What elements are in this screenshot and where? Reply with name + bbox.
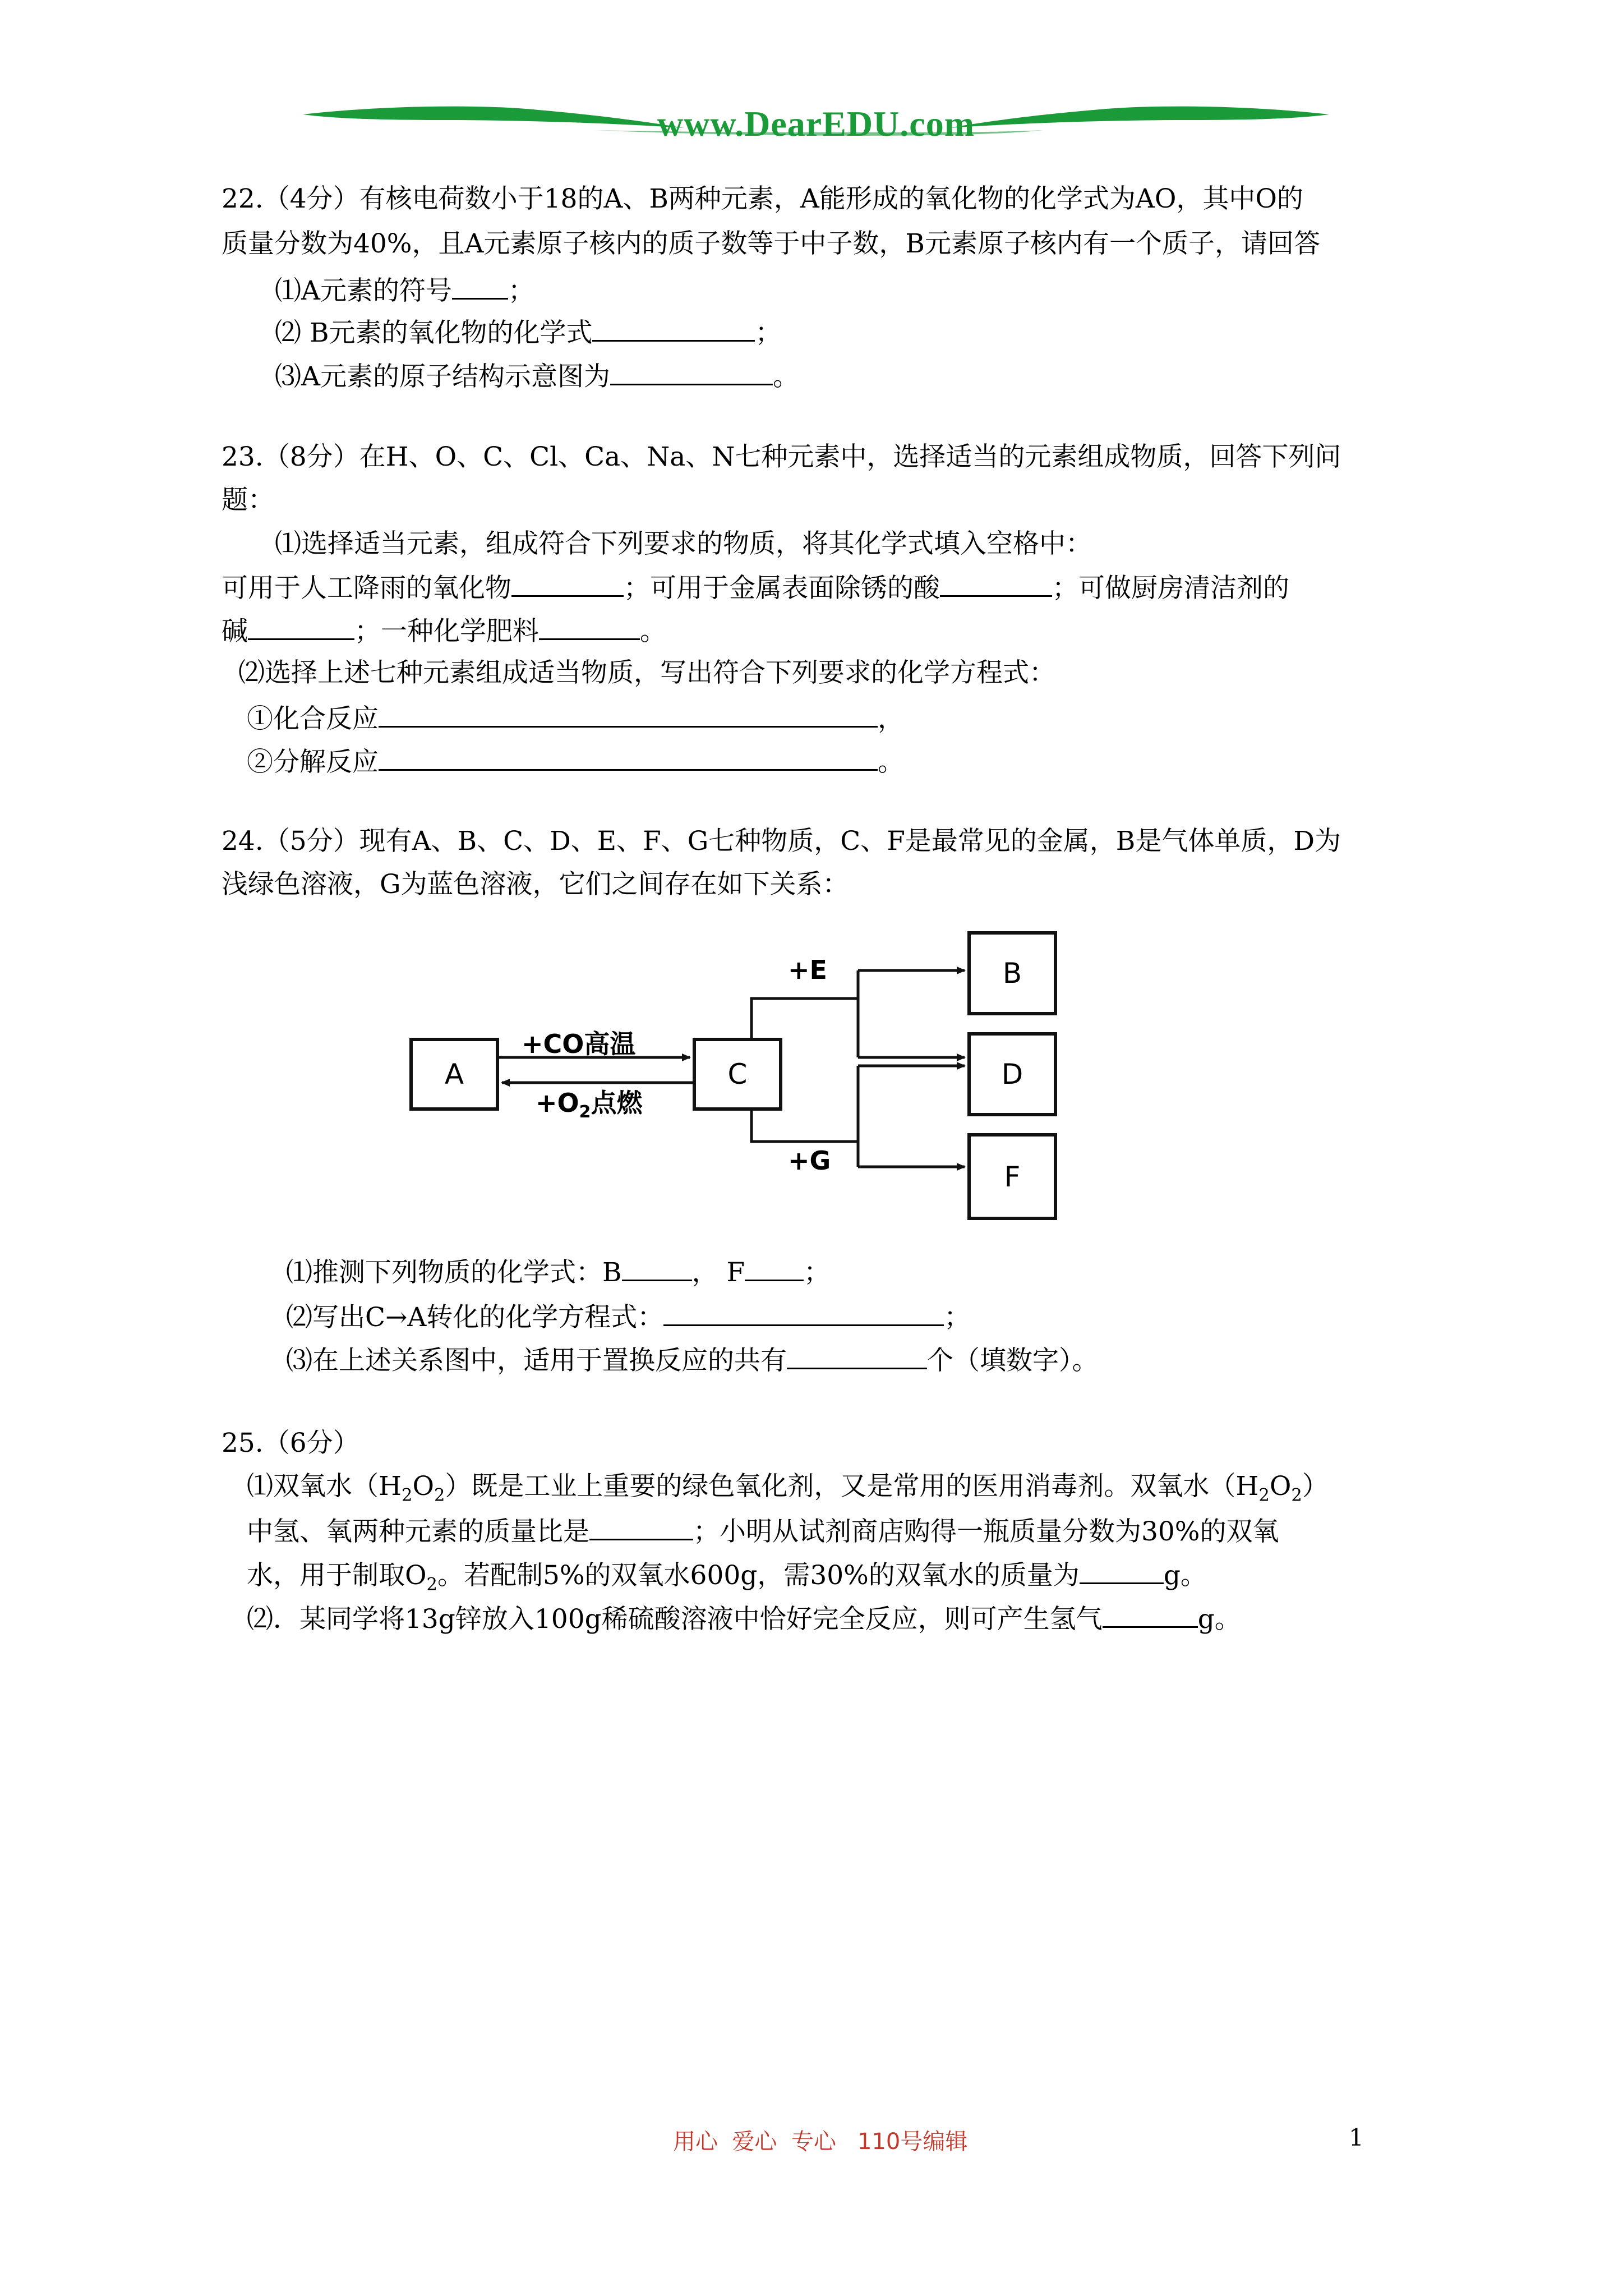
diagram-box-d: D: [967, 1032, 1057, 1116]
q25-hydrogen-blank[interactable]: [1103, 1600, 1198, 1628]
q23-reaction1-blank[interactable]: [379, 700, 878, 728]
q25-mass-blank[interactable]: [1080, 1557, 1164, 1584]
q24-part3-label: ⑶在上述关系图中，适用于置换反应的共有: [286, 1345, 787, 1376]
site-banner: [303, 95, 1329, 157]
q23-acid-blank[interactable]: [940, 569, 1052, 597]
q22-part1: [275, 272, 534, 308]
q24-count-blank[interactable]: [787, 1342, 927, 1369]
q25-l1-d: O: [1269, 1471, 1292, 1502]
q23-reaction1-label: ①化合反应: [247, 703, 379, 734]
q22-part3-label: ⑶A元素的原子结构示意图为: [275, 361, 610, 392]
q23-fertilizer-blank[interactable]: [539, 613, 640, 640]
q24-part2-end: ；: [944, 1302, 971, 1333]
q23-base-label-end: 碱: [222, 616, 248, 647]
q23-line3: [222, 569, 1289, 605]
q25-l2-b: ；小明从试剂商店购得一瓶质量分数为30%的双氧: [693, 1516, 1279, 1547]
q24-b-blank[interactable]: [622, 1254, 692, 1281]
diagram-box-f: F: [967, 1133, 1057, 1220]
label-co-high-temp: +CO高温: [522, 1029, 636, 1059]
q25-l4-a: ⑵．某同学将13g锌放入100g稀硫酸溶液中恰好完全反应，则可产生氢气: [247, 1604, 1103, 1635]
q24-equation-blank[interactable]: [663, 1299, 944, 1326]
diagram-box-b: B: [967, 931, 1057, 1015]
q22-part3-end: 。: [772, 361, 799, 392]
q23-base-blank[interactable]: [248, 613, 354, 640]
q22-part1-end: ；: [508, 275, 534, 306]
q22-part3: [275, 358, 799, 394]
label-o2-ignite: [536, 1083, 642, 1122]
q24-part3: [286, 1342, 1099, 1378]
q24-part1-end: ；: [804, 1257, 831, 1288]
q24-line2: 浅绿色溶液，G为蓝色溶液，它们之间存在如下关系：: [222, 869, 849, 900]
label-plus-g: +G: [788, 1145, 831, 1176]
q22-part3-blank[interactable]: [610, 358, 773, 385]
q23-line4: [222, 613, 666, 648]
q25-l1-c: ）既是工业上重要的绿色氧化剂，又是常用的医用消毒剂。双氧水（H: [445, 1471, 1259, 1502]
q24-part1-b-label: ⑴推测下列物质的化学式：B: [286, 1257, 622, 1288]
q22-part2-label: ⑵ B元素的氧化物的化学式: [275, 318, 593, 348]
q25-line2: [247, 1513, 1279, 1549]
q25-l1-sub2: 2: [434, 1485, 445, 1506]
q25-l1-b: O: [412, 1471, 434, 1502]
q25-line4: [247, 1600, 1241, 1636]
q23-reaction1: [247, 700, 904, 736]
q23-reaction1-end: ，: [878, 703, 904, 734]
q25-l3-sub: 2: [426, 1575, 437, 1595]
q22-part1-label: ⑴A元素的符号: [275, 275, 452, 306]
q25-l3-c: g。: [1163, 1560, 1207, 1591]
q25-l1-e: ）: [1302, 1471, 1329, 1502]
reaction-diagram: [401, 920, 1085, 1234]
q25-line1: [247, 1470, 1329, 1512]
label-plus-e: +E: [788, 955, 827, 985]
q23-line2: 题：: [222, 485, 274, 516]
label-o2-prefix: +O: [536, 1088, 579, 1118]
q25-title: 25.（6分）: [222, 1428, 359, 1458]
q23-base-label: ；可做厨房清洁剂的: [1052, 573, 1289, 604]
q22-part2-end: ；: [755, 318, 782, 348]
q23-reaction2: [247, 743, 904, 779]
q25-l1-sub3: 2: [1258, 1485, 1270, 1506]
label-o2-suffix: 点燃: [591, 1088, 643, 1118]
label-o2-subscript: 2: [579, 1102, 591, 1122]
q25-l3-b: 。若配制5%的双氧水600g，需30%的双氧水的质量为: [437, 1560, 1080, 1591]
q24-part3-end: 个（填数字）。: [927, 1345, 1099, 1376]
q25-l2-a: 中氢、氧两种元素的质量比是: [247, 1516, 589, 1547]
q24-part2-label: ⑵写出C→A转化的化学方程式：: [286, 1302, 664, 1333]
q23-line4-end: 。: [640, 616, 666, 647]
q24-line1: 24.（5分）现有A、B、C、D、E、F、G七种物质，C、F是最常见的金属，B是气体单质，D为: [222, 826, 1341, 857]
diagram-box-c: C: [693, 1038, 782, 1111]
q22-part2-blank[interactable]: [592, 314, 755, 342]
q23-reaction2-blank[interactable]: [379, 743, 878, 771]
q25-l1-sub1: 2: [402, 1485, 413, 1506]
q22-line1: 22.（4分）有核电荷数小于18的A、B两种元素，A能形成的氧化物的化学式为AO，其中O的: [222, 183, 1303, 214]
q25-ratio-blank[interactable]: [589, 1513, 693, 1540]
q23-line1: 23.（8分）在H、O、C、Cl、Ca、Na、N七种元素中，选择适当的元素组成物质，回答下列问: [222, 441, 1341, 472]
q22-line2: 质量分数为40%，且A元素原子核内的质子数等于中子数，B元素原子核内有一个质子，请回答: [222, 228, 1320, 259]
q22-part1-blank[interactable]: [452, 272, 508, 300]
q23-part1: ⑴选择适当元素，组成符合下列要求的物质，将其化学式填入空格中：: [275, 528, 1092, 559]
q24-f-blank[interactable]: [745, 1254, 804, 1281]
q23-reaction2-label: ②分解反应: [247, 747, 379, 777]
q24-part1-f-label: ， F: [691, 1257, 745, 1288]
q23-acid-label: ；可用于金属表面除锈的酸: [624, 573, 940, 604]
q24-part2: [286, 1299, 970, 1335]
footer-editor-note: 用心 爱心 专心 110号编辑: [673, 2129, 968, 2155]
q22-part2: [275, 314, 781, 350]
q24-part1: [286, 1254, 830, 1290]
q23-part2: ⑵选择上述七种元素组成适当物质，写出符合下列要求的化学方程式：: [238, 657, 1055, 688]
q23-fertilizer-label: ；一种化学肥料: [354, 616, 539, 647]
q25-line3: [247, 1557, 1207, 1602]
q23-rain-label: 可用于人工降雨的氧化物: [222, 573, 511, 604]
diagram-box-a: A: [409, 1038, 499, 1111]
q25-l3-a: 水，用于制取O: [247, 1560, 427, 1591]
q25-l4-b: g。: [1197, 1604, 1241, 1635]
q25-l1-sub4: 2: [1291, 1485, 1302, 1506]
q23-reaction2-end: 。: [878, 747, 904, 777]
page-number: 1: [1349, 2124, 1364, 2151]
site-url[interactable]: www.DearEDU.com: [657, 104, 975, 144]
q25-l1-a: ⑴双氧水（H: [247, 1471, 402, 1502]
q23-rain-blank[interactable]: [511, 569, 624, 597]
